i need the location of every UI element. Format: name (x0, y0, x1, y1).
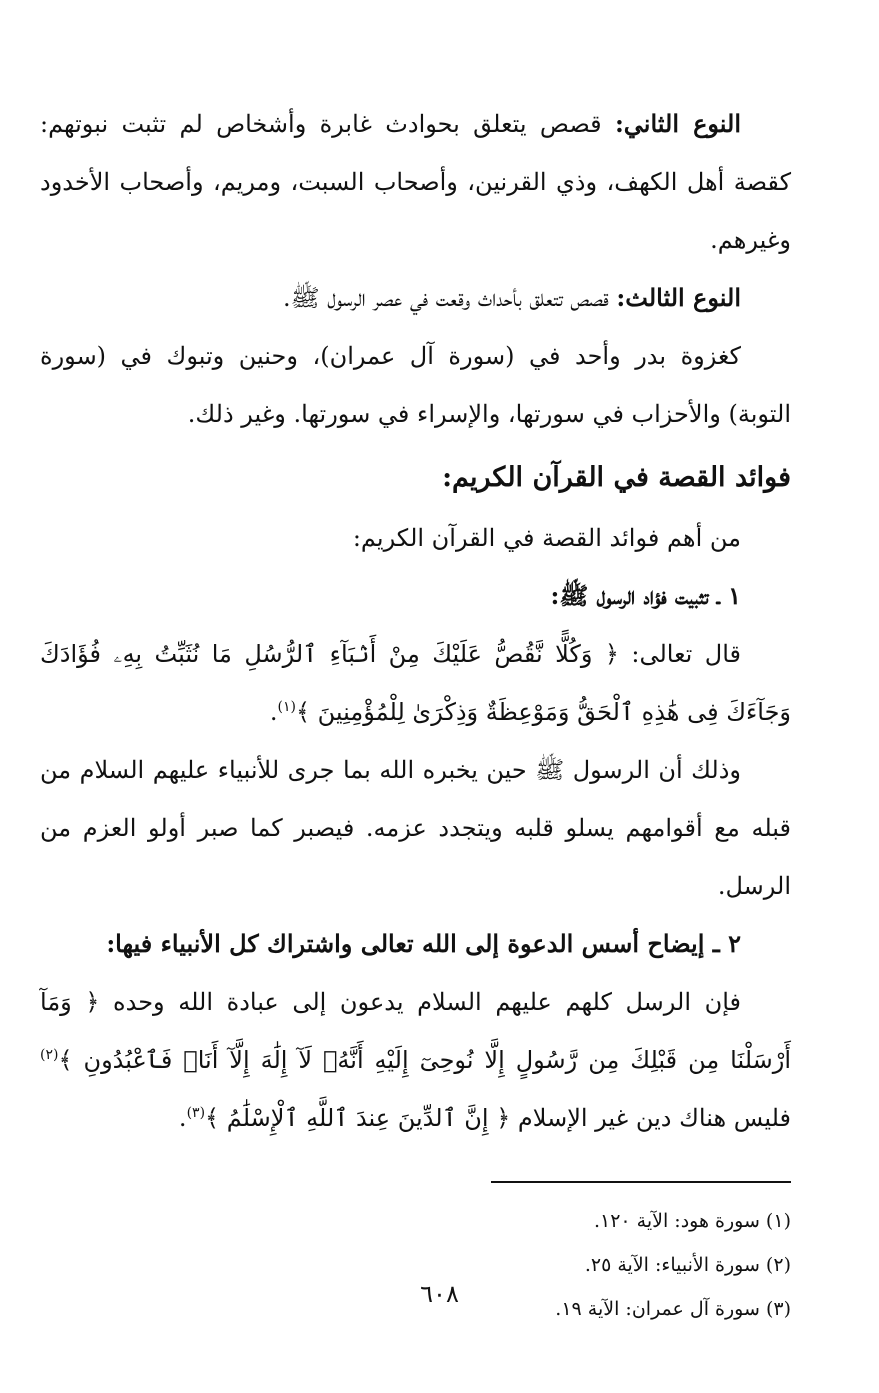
footnote-ref-2[interactable]: (٢) (40, 1047, 59, 1063)
type2-paragraph (40, 95, 791, 269)
footnote-3: (٣) سورة آل عمران: الآية ١٩. (555, 1298, 791, 1320)
footnote-ref-3[interactable]: (٣) (186, 1105, 206, 1121)
quran-verse-2: ﴿ وَمَآ أَرْسَلْنَا مِن قَبْلِكَ مِن رَّسُولٍ إِلَّا نُوحِىٓ إِلَيْهِ أَنَّهُۥ لَآ إِلَٰهَ إِلَّآ أَنَا۠ فَٱعْبُدُونِ ﴾ (40, 988, 791, 1074)
quran-verse-3: ﴿ إِنَّ ٱلدِّينَ عِندَ ٱللَّهِ ٱلْإِسْلَٰمُ ﴾ (205, 1104, 511, 1132)
quote-intro: قال تعالى: (618, 640, 741, 668)
benefit-1-explanation: وذلك أن الرسول ﷺ حين يخبره الله بما جرى للأنبياء عليهم السلام من قبله مع أقوامهم يسلو قلبه ويتجدد عزمه. فيصبر كما صبر أولو العزم من الرسل. (40, 756, 791, 900)
benefit-2-text-a: فإن الرسل كلهم عليهم السلام يدعون إلى عبادة الله وحده (99, 988, 741, 1016)
verse-3-end: . (178, 1104, 187, 1132)
type3-examples: كغزوة بدر وأحد في (سورة آل عمران)، وحنين وتبوك في (سورة التوبة) والأحزاب في سورتها، والإسراء في سورتها. وغير ذلك. (40, 342, 791, 428)
quran-verse-1: ﴿ وَكُلًّا نَّقُصُّ عَلَيْكَ مِنْ أَنۢبَآءِ ٱلرُّسُلِ مَا نُثَبِّتُ بِهِۦ فُؤَادَكَ وَجَآءَكَ فِى هَٰذِهِ ٱلْحَقُّ وَمَوْعِظَةٌ وَذِكْرَىٰ لِلْمُؤْمِنِينَ ﴾ (40, 640, 791, 726)
type2-text: قصص يتعلق بحوادث غابرة وأشخاص لم تثبت نبوتهم: كقصة أهل الكهف، وذي القرنين، وأصحاب السبت، ومريم، وأصحاب الأخدود وغيرهم. (40, 110, 791, 254)
benefits-intro: من أهم فوائد القصة في القرآن الكريم: (352, 524, 741, 552)
page-number: ٦٠٨ (420, 1280, 459, 1308)
type3-paragraph (40, 269, 791, 327)
footnotes (40, 1199, 791, 1331)
footnote-divider (491, 1181, 791, 1183)
benefit-1-quote (40, 625, 791, 741)
type2-label: النوع الثاني: (614, 109, 742, 138)
benefits-heading: فوائد القصة في القرآن الكريم: (442, 462, 791, 493)
benefit-2-text (40, 973, 791, 1147)
footnote-2: (٢) سورة الأنبياء: الآية ٢٥. (584, 1254, 791, 1276)
type3-label: النوع الثالث: (616, 283, 741, 312)
footnote-1: (١) سورة هود: الآية ١٢٠. (593, 1210, 791, 1232)
type3-text: قصص تتعلق بأحداث وقعت في عصر الرسول ﷺ. (283, 284, 617, 312)
benefit-1-title: ١ ـ تثبيت فؤاد الرسول ﷺ: (550, 581, 741, 610)
verse-1-end: . (269, 698, 278, 726)
benefit-2-text-b: فليس هناك دين غير الإسلام (510, 1104, 791, 1132)
footnote-ref-1[interactable]: (١) (277, 699, 296, 715)
benefit-2-title: ٢ ـ إيضاح أسس الدعوة إلى الله تعالى واشتراك كل الأنبياء فيها: (106, 929, 741, 958)
